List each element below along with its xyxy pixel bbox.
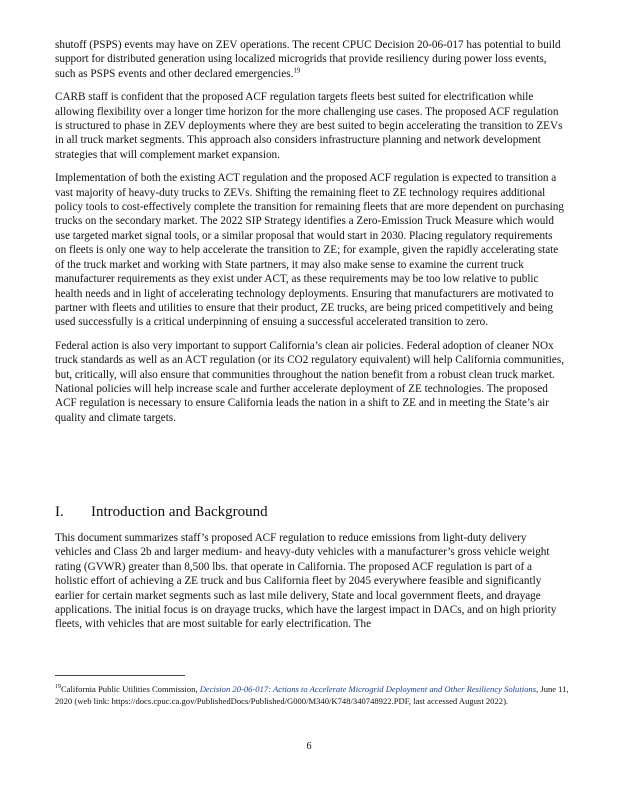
- footnote-divider: [55, 675, 185, 676]
- footnote-rest: , June 11, 2020 (web link: https://docs.cpuc.ca.gov/PublishedDocs/Published/G000/M340/K748/340748922.PDF, last accessed August 2022).: [55, 684, 569, 706]
- section-heading: [55, 503, 565, 521]
- footnote-link-title[interactable]: Decision 20-06-017: Actions to Accelerate Microgrid Deployment and Other Resiliency Solutions: [199, 684, 537, 694]
- section-title: Introduction and Background: [91, 504, 268, 520]
- footnote-lead: California Public Utilities Commission,: [61, 684, 198, 694]
- paragraph-psps: shutoff (PSPS) events may have on ZEV operations. The recent CPUC Decision 20-06-017 has potential to build support for distributed generation using localized microgrids that provide resiliency during power loss events, such as PSPS events and other declared emergencies.$^{19}$: [55, 39, 561, 80]
- page-number: 6: [306, 741, 312, 752]
- section-introduction-body: [55, 531, 565, 641]
- section-continued: [55, 38, 565, 434]
- section-number: I.: [55, 504, 64, 520]
- paragraph-carb-staff: CARB staff is confident that the proposed ACF regulation targets fleets best suited for electrification while allowing flexibility over a longer time horizon for the more challenging use cases. The proposed ACF regulation is structured to phase in ZEV deployments where they are best suited to begin accelerating the transition to ZEVs in all truck market segments. This approach also considers infrastructure planning and network development strategies that will complement market expansion.: [55, 91, 563, 161]
- paragraph-document-summary: This document summarizes staff’s proposed ACF regulation to reduce emissions from light-duty delivery vehicles and Class 2b and larger medium- and heavy-duty vehicles with a manufacturer’s gross vehicle weight rating (GVWR) greater than 8,500 lbs. that operate in California. The proposed ACF regulation is part of a holistic effort of achieving a ZE truck and bus California fleet by 2045 everywhere feasible and significantly earlier for certain market segments such as last mile delivery, State and local government fleets, and drayage applications. The initial focus is on drayage trucks, which have the largest impact in DACs, and on high priority fleets, with vehicles that are most suitable for early electrification. The: [55, 532, 557, 631]
- footnote-reference[interactable]: 19: [293, 66, 301, 75]
- paragraph-federal-action: Federal action is also very important to support California’s clean air policies. Federal adoption of cleaner NOx truck standards as well as an ACT regulation (or its CO2 regulatory equivalent) will help California communities, but, critically, will also ensure that communities throughout the nation benefit from a robust clean truck market. National policies will help increase scale and further accelerate deployment of ZE technologies. The proposed ACF regulation is necessary to ensure California leads the nation in a shift to ZE and in meeting the State’s air quality and climate targets.: [55, 339, 565, 424]
- paragraph-implementation: Implementation of both the existing ACT regulation and the proposed ACF regulation is expected to transition a vast majority of heavy-duty trucks to ZEVs. Shifting the remaining fleet to ZE technology requires additional policy tools to cost-effectively complete the transition for remaining fleets that are more dependent on purchasing trucks on the secondary market. The 2022 SIP Strategy identifies a Zero-Emission Truck Measure which would use targeted market signal tools, or a similar proposal that would start in 2030. Placing regulatory requirements on fleets is only one way to help accelerate the transition to ZE; for example, given the rapidly accelerating state of the truck market and working with State partners, it may also make sense to examine the current truck manufacturer requirements as they exist under ACT, as these requirements may be too low relative to public health needs and in light of accelerating technology deployments. Ensuring that manufacturers are motivated to partner with fleets and utilities to ensure that their product, ZE trucks, are being priced competitively and being used successfully is a critical underpinning of ensuing a successful accelerated transition to zero.: [55, 172, 564, 329]
- footnote: [55, 684, 570, 707]
- footnote-marker: 19: [55, 684, 61, 691]
